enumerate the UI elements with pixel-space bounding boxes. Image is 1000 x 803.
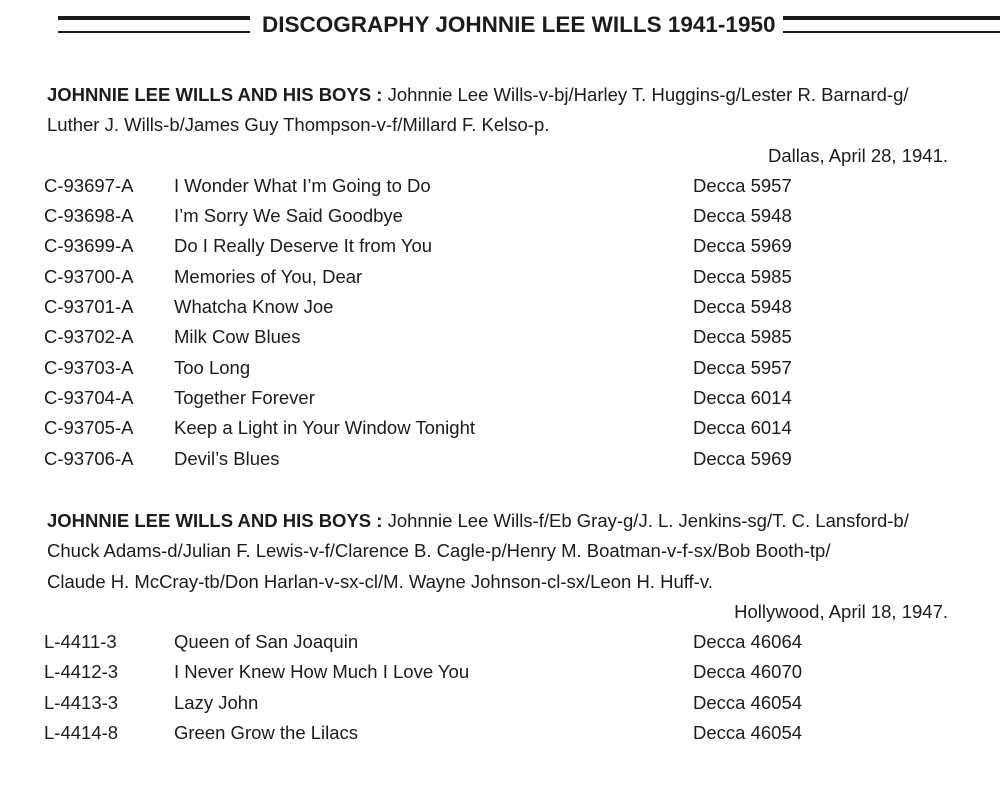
song-title: Queen of San Joaquin xyxy=(174,631,359,653)
issue-number: Decca 5957 xyxy=(693,174,792,196)
recording-row xyxy=(0,231,1000,261)
matrix-number: L-4412-3 xyxy=(44,661,119,683)
recording-row xyxy=(0,383,1000,413)
song-title: Together Forever xyxy=(174,386,315,408)
matrix-number: C-93704-A xyxy=(44,386,134,408)
song-title: I Wonder What I’m Going to Do xyxy=(174,174,431,196)
song-title: I Never Knew How Much I Love You xyxy=(174,661,470,683)
issue-number: Decca 46064 xyxy=(693,631,803,653)
title-bar xyxy=(58,8,1000,41)
title-rule-left xyxy=(58,16,250,33)
issue-number: Decca 5948 xyxy=(693,296,792,318)
personnel-line: Luther J. Wills-b/James Guy Thompson-v-f/Millard F. Kelso-p. xyxy=(47,114,550,136)
issue-number: Decca 5985 xyxy=(693,265,792,287)
issue-number: Decca 6014 xyxy=(693,386,792,408)
recording-row xyxy=(0,688,1000,718)
song-title: I’m Sorry We Said Goodbye xyxy=(174,205,403,227)
issue-number: Decca 5969 xyxy=(693,447,792,469)
personnel-line: Johnnie Lee Wills-f/Eb Gray-g/J. L. Jenkins-sg/T. C. Lansford-b/ xyxy=(387,510,909,531)
recording-row xyxy=(0,413,1000,443)
personnel-line: Chuck Adams-d/Julian F. Lewis-v-f/Clarence B. Cagle-p/Henry M. Boatman-v-f-sx/Bob Booth-tp/ xyxy=(47,540,831,562)
recording-place-date: Hollywood, April 18, 1947. xyxy=(734,600,948,622)
issue-number: Decca 5948 xyxy=(693,205,792,227)
issue-number: Decca 5985 xyxy=(693,326,792,348)
recording-row xyxy=(0,292,1000,322)
matrix-number: C-93705-A xyxy=(44,417,134,439)
matrix-number: C-93697-A xyxy=(44,174,134,196)
page-title: DISCOGRAPHY JOHNNIE LEE WILLS 1941-1950 xyxy=(262,12,776,37)
recording-row xyxy=(0,353,1000,383)
session-block xyxy=(0,506,1000,748)
recording-row xyxy=(0,201,1000,231)
personnel-line: Johnnie Lee Wills-v-bj/Harley T. Huggins-g/Lester R. Barnard-g/ xyxy=(387,84,909,105)
song-title: Do I Really Deserve It from You xyxy=(174,235,433,257)
recording-row xyxy=(0,627,1000,657)
session-block xyxy=(0,80,1000,474)
matrix-number: L-4411-3 xyxy=(44,631,117,653)
recording-place-date: Dallas, April 28, 1941. xyxy=(768,144,948,166)
session-header-line xyxy=(0,506,1000,536)
matrix-number: C-93706-A xyxy=(44,447,134,469)
issue-number: Decca 6014 xyxy=(693,417,792,439)
song-title: Keep a Light in Your Window Tonight xyxy=(174,417,476,439)
title-rule-right xyxy=(783,16,1000,33)
recording-row xyxy=(0,444,1000,474)
song-title: Whatcha Know Joe xyxy=(174,296,334,318)
song-title: Devil’s Blues xyxy=(174,447,280,469)
matrix-number: L-4414-8 xyxy=(44,722,119,744)
issue-number: Decca 46070 xyxy=(693,661,803,683)
matrix-number: C-93702-A xyxy=(44,326,134,348)
matrix-number: C-93699-A xyxy=(44,235,134,257)
recording-row xyxy=(0,171,1000,201)
song-title: Too Long xyxy=(174,356,251,378)
matrix-number: C-93698-A xyxy=(44,205,134,227)
issue-number: Decca 5957 xyxy=(693,356,792,378)
issue-number: Decca 46054 xyxy=(693,691,803,713)
band-name: JOHNNIE LEE WILLS AND HIS BOYS : xyxy=(47,84,383,105)
song-title: Memories of You, Dear xyxy=(174,265,363,287)
recording-row xyxy=(0,657,1000,687)
matrix-number: C-93700-A xyxy=(44,265,134,287)
issue-number: Decca 46054 xyxy=(693,722,803,744)
matrix-number: L-4413-3 xyxy=(44,691,119,713)
recording-row xyxy=(0,322,1000,352)
recording-row xyxy=(0,718,1000,748)
song-title: Milk Cow Blues xyxy=(174,326,301,348)
issue-number: Decca 5969 xyxy=(693,235,792,257)
band-name: JOHNNIE LEE WILLS AND HIS BOYS : xyxy=(47,510,383,531)
matrix-number: C-93701-A xyxy=(44,296,134,318)
song-title: Lazy John xyxy=(174,691,259,713)
matrix-number: C-93703-A xyxy=(44,356,134,378)
recording-row xyxy=(0,262,1000,292)
song-title: Green Grow the Lilacs xyxy=(174,722,359,744)
personnel-line: Claude H. McCray-tb/Don Harlan-v-sx-cl/M. Wayne Johnson-cl-sx/Leon H. Huff-v. xyxy=(47,570,713,592)
session-header-line xyxy=(0,80,1000,110)
